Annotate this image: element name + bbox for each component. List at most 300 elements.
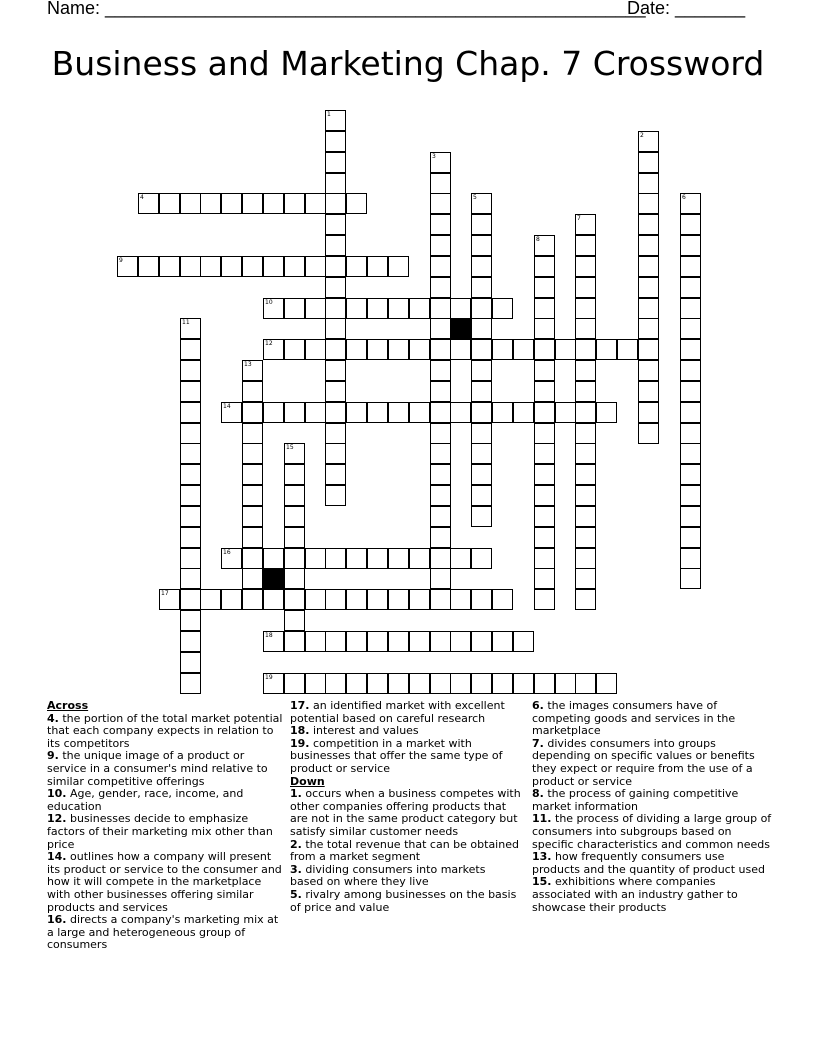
grid-cell[interactable]	[346, 298, 367, 319]
grid-cell[interactable]	[575, 235, 596, 256]
grid-cell[interactable]	[200, 193, 221, 214]
grid-cell[interactable]	[242, 548, 263, 569]
grid-cell[interactable]	[263, 589, 284, 610]
clue-number: 14	[223, 403, 231, 410]
grid-cell[interactable]	[221, 193, 242, 214]
grid-cell[interactable]	[534, 548, 555, 569]
grid-cell[interactable]	[325, 402, 346, 423]
grid-cell[interactable]	[471, 298, 492, 319]
clue-across-12: 12. businesses decide to emphasize factors of their marketing mix other than price	[47, 812, 273, 851]
grid-cell[interactable]	[638, 381, 659, 402]
grid-cell[interactable]	[409, 402, 430, 423]
grid-cell[interactable]	[180, 527, 201, 548]
grid-cell[interactable]	[180, 589, 201, 610]
grid-cell[interactable]	[325, 673, 346, 694]
grid-cell[interactable]	[305, 193, 326, 214]
grid-cell[interactable]	[242, 568, 263, 589]
grid-cell[interactable]	[471, 277, 492, 298]
grid-cell[interactable]	[450, 402, 471, 423]
grid-cell[interactable]	[534, 298, 555, 319]
grid-cell[interactable]	[221, 256, 242, 277]
grid-cell[interactable]	[430, 423, 451, 444]
grid-cell[interactable]	[388, 631, 409, 652]
grid-cell[interactable]	[388, 548, 409, 569]
grid-cell[interactable]	[471, 548, 492, 569]
grid-cell[interactable]	[242, 381, 263, 402]
grid-cell[interactable]	[409, 673, 430, 694]
grid-cell[interactable]	[534, 443, 555, 464]
grid-cell[interactable]	[638, 193, 659, 214]
grid-cell[interactable]	[242, 485, 263, 506]
grid-cell[interactable]	[284, 589, 305, 610]
grid-cell[interactable]	[263, 298, 284, 319]
grid-cell[interactable]	[325, 214, 346, 235]
grid-cell[interactable]	[471, 193, 492, 214]
grid-cell[interactable]	[575, 339, 596, 360]
grid-cell[interactable]	[180, 443, 201, 464]
grid-cell[interactable]	[325, 235, 346, 256]
grid-cell[interactable]	[450, 339, 471, 360]
grid-cell[interactable]	[305, 673, 326, 694]
grid-cell[interactable]	[534, 402, 555, 423]
grid-cell[interactable]	[471, 443, 492, 464]
grid-cell[interactable]	[430, 589, 451, 610]
grid-cell[interactable]	[284, 673, 305, 694]
grid-cell[interactable]	[242, 256, 263, 277]
grid-cell[interactable]	[180, 402, 201, 423]
grid-cell[interactable]	[680, 568, 701, 589]
grid-cell[interactable]	[534, 339, 555, 360]
grid-cell[interactable]	[534, 256, 555, 277]
grid-cell[interactable]	[388, 402, 409, 423]
grid-cell[interactable]	[284, 568, 305, 589]
grid-cell[interactable]	[430, 673, 451, 694]
grid-cell[interactable]	[305, 631, 326, 652]
grid-cell[interactable]	[534, 506, 555, 527]
grid-cell[interactable]	[180, 381, 201, 402]
grid-cell[interactable]	[471, 423, 492, 444]
grid-cell[interactable]	[388, 256, 409, 277]
grid-cell[interactable]	[534, 277, 555, 298]
grid-cell[interactable]	[430, 443, 451, 464]
grid-cell[interactable]	[471, 589, 492, 610]
grid-cell[interactable]	[471, 464, 492, 485]
grid-cell[interactable]	[242, 506, 263, 527]
grid-cell[interactable]	[325, 277, 346, 298]
grid-cell[interactable]	[284, 298, 305, 319]
grid-cell[interactable]	[180, 423, 201, 444]
grid-cell[interactable]	[680, 548, 701, 569]
clue-number: 11	[182, 319, 190, 326]
grid-cell[interactable]	[471, 673, 492, 694]
grid-cell[interactable]	[325, 443, 346, 464]
grid-cell[interactable]	[471, 402, 492, 423]
grid-cell[interactable]	[117, 256, 138, 277]
grid-cell[interactable]	[367, 339, 388, 360]
grid-cell[interactable]	[430, 318, 451, 339]
grid-cell[interactable]	[180, 464, 201, 485]
grid-cell[interactable]	[325, 589, 346, 610]
grid-cell[interactable]	[242, 589, 263, 610]
grid-cell[interactable]	[430, 214, 451, 235]
grid-cell[interactable]	[492, 298, 513, 319]
grid-cell[interactable]	[242, 443, 263, 464]
grid-cell[interactable]	[680, 443, 701, 464]
grid-cell[interactable]	[159, 589, 180, 610]
grid-cell[interactable]	[305, 589, 326, 610]
grid-cell[interactable]	[638, 173, 659, 194]
grid-cell[interactable]	[513, 631, 534, 652]
grid-cell[interactable]	[680, 423, 701, 444]
grid-cell[interactable]	[409, 548, 430, 569]
clue-across-9: 9. the unique image of a product or service in a consumer's mind relative to similar competitive offerings	[47, 749, 268, 788]
grid-cell[interactable]	[263, 548, 284, 569]
grid-cell[interactable]	[534, 318, 555, 339]
grid-cell[interactable]	[325, 256, 346, 277]
grid-cell[interactable]	[680, 318, 701, 339]
grid-cell[interactable]	[471, 256, 492, 277]
clue-down-2: 2. the total revenue that can be obtained from a market segment	[290, 837, 519, 864]
grid-cell[interactable]	[680, 193, 701, 214]
grid-cell[interactable]	[575, 485, 596, 506]
clue-number: 8	[536, 236, 540, 243]
grid-cell[interactable]	[180, 485, 201, 506]
black-square	[263, 568, 284, 589]
clue-down-7: 7. divides consumers into groups depending on specific values or benefits they expect or require from the use of a product or service	[532, 736, 755, 788]
grid-cell[interactable]	[242, 527, 263, 548]
grid-cell[interactable]	[138, 256, 159, 277]
date-field[interactable]: Date: _______	[627, 0, 746, 18]
grid-cell[interactable]	[450, 589, 471, 610]
grid-cell[interactable]	[471, 506, 492, 527]
clue-number: 4	[140, 194, 144, 201]
grid-cell[interactable]	[471, 339, 492, 360]
grid-cell[interactable]	[492, 589, 513, 610]
grid-cell[interactable]	[471, 381, 492, 402]
grid-cell[interactable]	[242, 423, 263, 444]
grid-cell[interactable]	[284, 402, 305, 423]
grid-cell[interactable]	[430, 381, 451, 402]
grid-cell[interactable]	[325, 318, 346, 339]
grid-cell[interactable]	[346, 673, 367, 694]
grid-cell[interactable]	[388, 673, 409, 694]
grid-cell[interactable]	[534, 568, 555, 589]
grid-cell[interactable]	[471, 214, 492, 235]
grid-cell[interactable]	[284, 631, 305, 652]
grid-cell[interactable]	[430, 256, 451, 277]
grid-cell[interactable]	[450, 631, 471, 652]
grid-cell[interactable]	[534, 423, 555, 444]
grid-cell[interactable]	[180, 506, 201, 527]
grid-cell[interactable]	[367, 256, 388, 277]
grid-cell[interactable]	[638, 360, 659, 381]
clue-number: 3	[432, 153, 436, 160]
grid-cell[interactable]	[180, 256, 201, 277]
grid-cell[interactable]	[450, 298, 471, 319]
black-square	[450, 318, 471, 339]
grid-cell[interactable]	[575, 423, 596, 444]
grid-cell[interactable]	[221, 548, 242, 569]
grid-cell[interactable]	[325, 381, 346, 402]
grid-cell[interactable]	[638, 318, 659, 339]
grid-cell[interactable]	[638, 256, 659, 277]
grid-cell[interactable]	[180, 673, 201, 694]
clue-number: 15	[286, 444, 294, 451]
grid-cell[interactable]	[180, 652, 201, 673]
grid-cell[interactable]	[346, 256, 367, 277]
grid-cell[interactable]	[263, 339, 284, 360]
grid-cell[interactable]	[346, 339, 367, 360]
grid-cell[interactable]	[638, 277, 659, 298]
grid-cell[interactable]	[325, 631, 346, 652]
grid-cell[interactable]	[680, 235, 701, 256]
grid-cell[interactable]	[430, 548, 451, 569]
grid-cell[interactable]	[430, 506, 451, 527]
grid-cell[interactable]	[284, 610, 305, 631]
grid-cell[interactable]	[180, 568, 201, 589]
grid-cell[interactable]	[575, 318, 596, 339]
grid-cell[interactable]	[325, 548, 346, 569]
grid-cell[interactable]	[638, 298, 659, 319]
grid-cell[interactable]	[388, 339, 409, 360]
grid-cell[interactable]	[680, 214, 701, 235]
grid-cell[interactable]	[200, 589, 221, 610]
grid-cell[interactable]	[263, 402, 284, 423]
name-field[interactable]: Name: ______________________________________________________	[47, 0, 646, 18]
grid-cell[interactable]	[242, 464, 263, 485]
grid-cell[interactable]	[430, 360, 451, 381]
grid-cell[interactable]	[284, 256, 305, 277]
grid-cell[interactable]	[534, 485, 555, 506]
clue-across-14: 14. outlines how a company will present its product or service to the consumer and how it will compete in the marketplace with other businesses offering similar products and services	[47, 850, 282, 914]
grid-cell[interactable]	[180, 339, 201, 360]
grid-cell[interactable]	[430, 193, 451, 214]
grid-cell[interactable]	[180, 318, 201, 339]
grid-cell[interactable]	[575, 506, 596, 527]
grid-cell[interactable]	[242, 402, 263, 423]
grid-cell[interactable]	[596, 402, 617, 423]
grid-cell[interactable]	[430, 568, 451, 589]
clue-across-17: 17. an identified market with excellent potential based on careful research	[290, 699, 505, 725]
grid-cell[interactable]	[284, 193, 305, 214]
grid-cell[interactable]	[575, 589, 596, 610]
grid-cell[interactable]	[575, 256, 596, 277]
grid-cell[interactable]	[680, 339, 701, 360]
grid-cell[interactable]	[242, 360, 263, 381]
clue-down-15: 15. exhibitions where companies associated with an industry gather to showcase their products	[532, 875, 738, 914]
grid-cell[interactable]	[492, 339, 513, 360]
grid-cell[interactable]	[367, 673, 388, 694]
grid-cell[interactable]	[325, 423, 346, 444]
grid-cell[interactable]	[534, 527, 555, 548]
grid-cell[interactable]	[180, 193, 201, 214]
grid-cell[interactable]	[263, 256, 284, 277]
grid-cell[interactable]	[617, 339, 638, 360]
grid-cell[interactable]	[534, 381, 555, 402]
grid-cell[interactable]	[575, 360, 596, 381]
grid-cell[interactable]	[450, 673, 471, 694]
grid-cell[interactable]	[305, 339, 326, 360]
grid-cell[interactable]	[680, 381, 701, 402]
grid-cell[interactable]	[575, 381, 596, 402]
grid-cell[interactable]	[263, 193, 284, 214]
grid-cell[interactable]	[430, 235, 451, 256]
grid-cell[interactable]	[305, 298, 326, 319]
grid-cell[interactable]	[284, 443, 305, 464]
grid-cell[interactable]	[221, 589, 242, 610]
grid-cell[interactable]	[325, 464, 346, 485]
grid-cell[interactable]	[680, 464, 701, 485]
grid-cell[interactable]	[325, 339, 346, 360]
grid-cell[interactable]	[325, 131, 346, 152]
grid-cell[interactable]	[367, 298, 388, 319]
grid-cell[interactable]	[430, 464, 451, 485]
grid-cell[interactable]	[388, 589, 409, 610]
grid-cell[interactable]	[575, 673, 596, 694]
grid-cell[interactable]	[430, 173, 451, 194]
clue-number: 5	[473, 194, 477, 201]
grid-cell[interactable]	[471, 360, 492, 381]
clues-column-3	[532, 700, 772, 914]
grid-cell[interactable]	[138, 193, 159, 214]
clue-number: 16	[223, 549, 231, 556]
grid-cell[interactable]	[555, 673, 576, 694]
grid-cell[interactable]	[180, 610, 201, 631]
grid-cell[interactable]	[221, 402, 242, 423]
grid-cell[interactable]	[430, 631, 451, 652]
grid-cell[interactable]	[471, 318, 492, 339]
clue-number: 13	[244, 361, 252, 368]
grid-cell[interactable]	[159, 256, 180, 277]
grid-cell[interactable]	[471, 485, 492, 506]
grid-cell[interactable]	[430, 527, 451, 548]
grid-cell[interactable]	[346, 631, 367, 652]
grid-cell[interactable]	[367, 589, 388, 610]
grid-cell[interactable]	[534, 589, 555, 610]
grid-cell[interactable]	[575, 277, 596, 298]
grid-cell[interactable]	[638, 402, 659, 423]
grid-cell[interactable]	[325, 485, 346, 506]
grid-cell[interactable]	[596, 339, 617, 360]
grid-cell[interactable]	[638, 152, 659, 173]
grid-cell[interactable]	[325, 360, 346, 381]
grid-cell[interactable]	[346, 589, 367, 610]
grid-cell[interactable]	[555, 402, 576, 423]
grid-cell[interactable]	[680, 360, 701, 381]
grid-cell[interactable]	[367, 548, 388, 569]
grid-cell[interactable]	[638, 131, 659, 152]
grid-cell[interactable]	[575, 464, 596, 485]
grid-cell[interactable]	[513, 339, 534, 360]
grid-cell[interactable]	[680, 506, 701, 527]
grid-cell[interactable]	[534, 235, 555, 256]
grid-cell[interactable]	[284, 506, 305, 527]
grid-cell[interactable]	[430, 152, 451, 173]
grid-cell[interactable]	[575, 443, 596, 464]
grid-cell[interactable]	[534, 464, 555, 485]
grid-cell[interactable]	[325, 193, 346, 214]
grid-cell[interactable]	[430, 277, 451, 298]
grid-cell[interactable]	[575, 548, 596, 569]
grid-cell[interactable]	[284, 485, 305, 506]
grid-cell[interactable]	[367, 631, 388, 652]
grid-cell[interactable]	[513, 673, 534, 694]
grid-cell[interactable]	[430, 339, 451, 360]
grid-cell[interactable]	[263, 631, 284, 652]
grid-cell[interactable]	[596, 673, 617, 694]
grid-cell[interactable]	[388, 298, 409, 319]
grid-cell[interactable]	[409, 631, 430, 652]
grid-cell[interactable]	[346, 548, 367, 569]
grid-cell[interactable]	[430, 298, 451, 319]
grid-cell[interactable]	[284, 464, 305, 485]
grid-cell[interactable]	[492, 631, 513, 652]
grid-cell[interactable]	[513, 402, 534, 423]
grid-cell[interactable]	[492, 402, 513, 423]
grid-cell[interactable]	[575, 298, 596, 319]
clue-number: 18	[265, 632, 273, 639]
grid-cell[interactable]	[325, 152, 346, 173]
grid-cell[interactable]	[284, 339, 305, 360]
grid-cell[interactable]	[263, 673, 284, 694]
grid-cell[interactable]	[680, 298, 701, 319]
grid-cell[interactable]	[180, 548, 201, 569]
grid-cell[interactable]	[180, 360, 201, 381]
grid-cell[interactable]	[409, 589, 430, 610]
grid-cell[interactable]	[575, 402, 596, 423]
grid-cell[interactable]	[367, 402, 388, 423]
grid-cell[interactable]	[284, 548, 305, 569]
grid-cell[interactable]	[471, 631, 492, 652]
grid-cell[interactable]	[638, 214, 659, 235]
grid-cell[interactable]	[680, 527, 701, 548]
grid-cell[interactable]	[575, 527, 596, 548]
grid-cell[interactable]	[430, 485, 451, 506]
grid-cell[interactable]	[638, 235, 659, 256]
grid-cell[interactable]	[680, 277, 701, 298]
grid-cell[interactable]	[492, 673, 513, 694]
grid-cell[interactable]	[471, 235, 492, 256]
grid-cell[interactable]	[575, 214, 596, 235]
grid-cell[interactable]	[305, 402, 326, 423]
grid-cell[interactable]	[409, 298, 430, 319]
grid-cell[interactable]	[430, 402, 451, 423]
grid-cell[interactable]	[200, 256, 221, 277]
grid-cell[interactable]	[555, 339, 576, 360]
grid-cell[interactable]	[305, 256, 326, 277]
grid-cell[interactable]	[159, 193, 180, 214]
grid-cell[interactable]	[575, 568, 596, 589]
grid-cell[interactable]	[409, 339, 430, 360]
grid-cell[interactable]	[346, 193, 367, 214]
grid-cell[interactable]	[325, 110, 346, 131]
grid-cell[interactable]	[638, 339, 659, 360]
grid-cell[interactable]	[534, 673, 555, 694]
grid-cell[interactable]	[305, 548, 326, 569]
grid-cell[interactable]	[450, 548, 471, 569]
grid-cell[interactable]	[284, 527, 305, 548]
grid-cell[interactable]	[680, 256, 701, 277]
grid-cell[interactable]	[680, 485, 701, 506]
grid-cell[interactable]	[180, 631, 201, 652]
grid-cell[interactable]	[680, 402, 701, 423]
grid-cell[interactable]	[346, 402, 367, 423]
grid-cell[interactable]	[325, 298, 346, 319]
grid-cell[interactable]	[534, 360, 555, 381]
grid-cell[interactable]	[638, 423, 659, 444]
grid-cell[interactable]	[242, 193, 263, 214]
grid-cell[interactable]	[325, 173, 346, 194]
